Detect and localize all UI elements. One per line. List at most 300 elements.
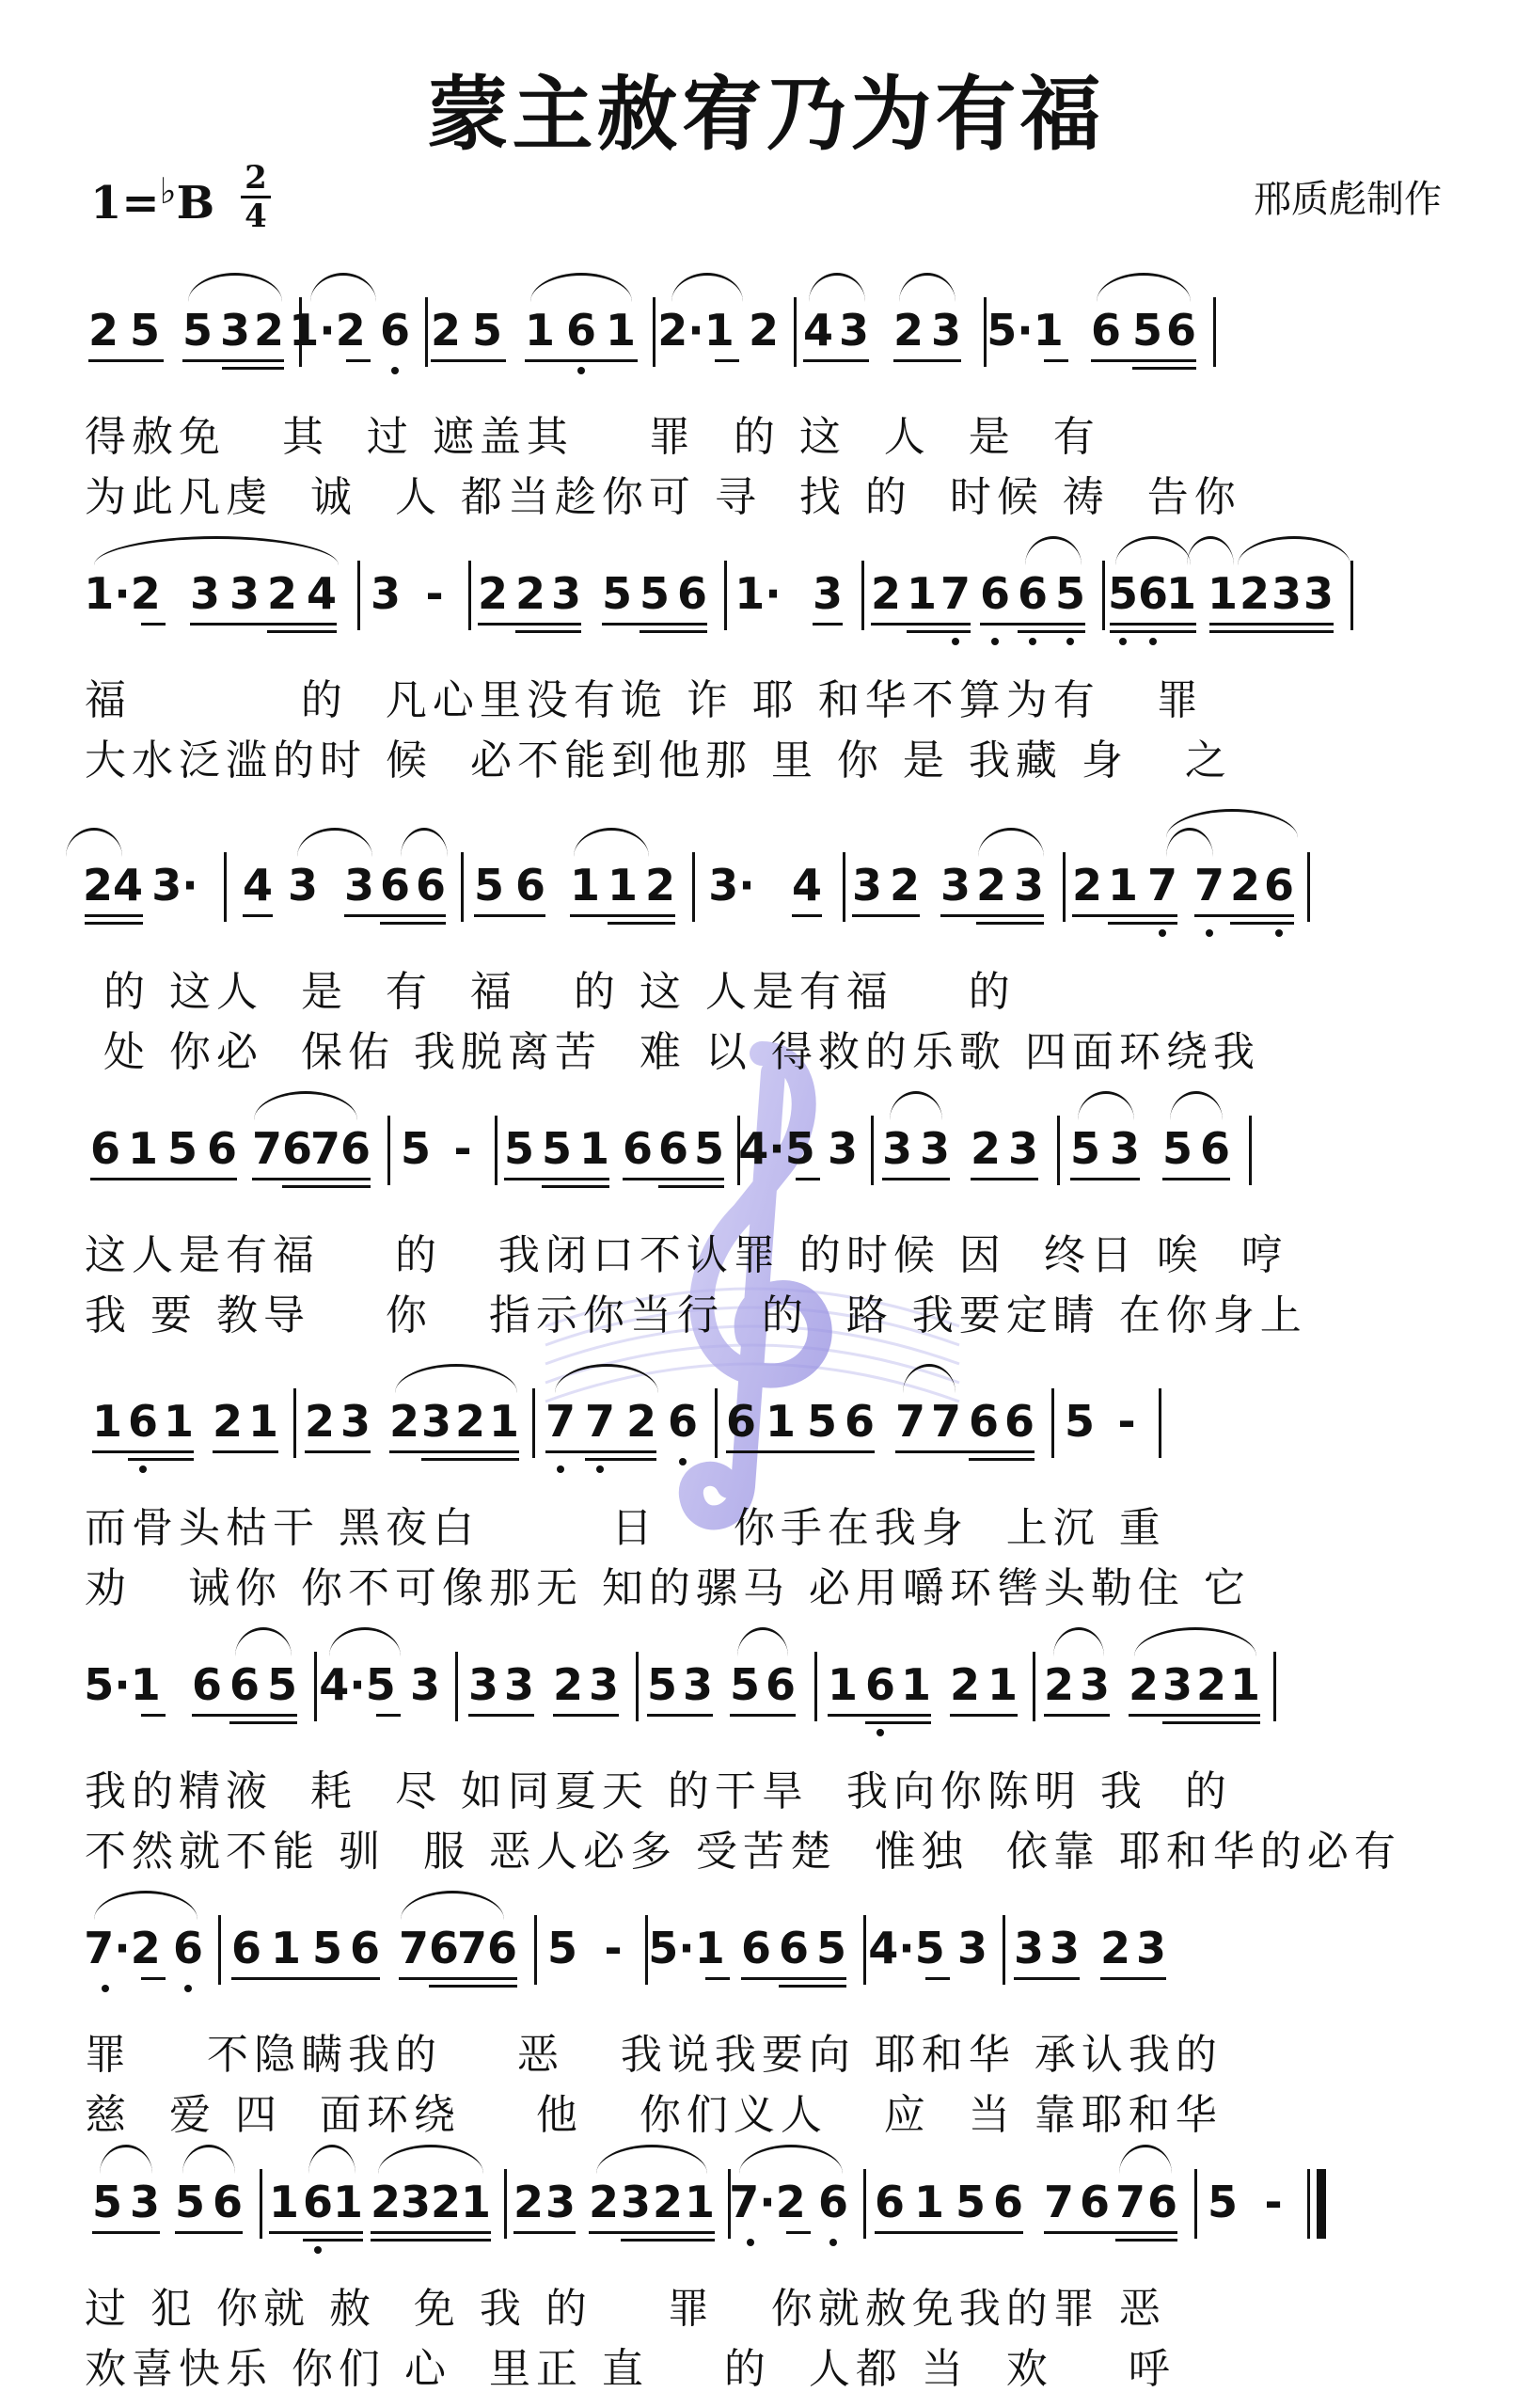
low-dot xyxy=(1206,929,1213,937)
note: 3 xyxy=(1013,1923,1045,1973)
low-dot xyxy=(829,2239,837,2246)
note: 2 xyxy=(644,860,676,911)
slur xyxy=(1170,1091,1223,1120)
barline xyxy=(1057,1116,1060,1185)
slur xyxy=(737,1627,788,1656)
underline xyxy=(658,1185,724,1188)
underline xyxy=(303,2239,363,2242)
note: 7 xyxy=(309,1123,341,1174)
barline xyxy=(224,852,227,922)
low-dot xyxy=(577,367,585,374)
underline xyxy=(545,1450,656,1453)
note: 5 xyxy=(1069,1123,1101,1174)
barline xyxy=(455,1652,458,1721)
note: 2 xyxy=(870,568,902,619)
barline xyxy=(1307,852,1310,922)
note: 6 xyxy=(514,860,546,911)
note: 1 xyxy=(906,568,938,619)
slur xyxy=(1238,536,1350,565)
barline xyxy=(534,1915,537,1985)
underline xyxy=(882,1178,950,1180)
barline xyxy=(794,297,797,367)
underline xyxy=(871,623,971,626)
barline xyxy=(715,1388,718,1458)
underline xyxy=(647,1714,713,1717)
low-dot xyxy=(557,1465,564,1473)
underline xyxy=(421,1458,519,1461)
barline xyxy=(1051,1388,1054,1458)
note: 2 xyxy=(975,860,1007,911)
underline xyxy=(243,914,273,917)
underline xyxy=(85,922,143,925)
note: 5·1 xyxy=(648,1923,725,1973)
note: 7 xyxy=(940,568,971,619)
barline xyxy=(532,1388,535,1458)
underline xyxy=(1044,359,1068,362)
slur xyxy=(1078,1091,1134,1120)
underline xyxy=(976,922,1044,925)
underline xyxy=(730,1714,796,1717)
barline xyxy=(495,1116,498,1185)
note: 1 xyxy=(605,305,637,356)
underline xyxy=(893,359,961,362)
note: 3 xyxy=(343,860,375,911)
underline xyxy=(429,1985,517,1988)
underline xyxy=(190,623,337,626)
lyric-verse-2: 为此凡虔 诚 人 都当趁你可 寻 找 的 时候 祷 告你 xyxy=(85,473,1241,521)
time-signature xyxy=(237,159,275,235)
underline xyxy=(971,1178,1038,1180)
note: 1·2 xyxy=(84,568,161,619)
staff-notes-5 xyxy=(85,1383,1458,1467)
flat-sign: ♭ xyxy=(159,169,177,212)
underline xyxy=(1070,1178,1140,1180)
underline xyxy=(1014,1977,1080,1980)
note: 6 xyxy=(89,1123,121,1174)
underline xyxy=(525,359,638,362)
slur xyxy=(739,2145,843,2174)
low-dot xyxy=(184,1985,192,1992)
slur xyxy=(254,1091,357,1120)
slur xyxy=(94,536,339,565)
note: 2 xyxy=(370,2177,402,2227)
note: 3 xyxy=(956,1923,988,1973)
underline xyxy=(141,1977,166,1980)
slur xyxy=(310,273,376,302)
underline xyxy=(940,914,1044,917)
note: 3 xyxy=(1007,1123,1039,1174)
note: 5 xyxy=(174,2177,206,2227)
barline xyxy=(692,852,695,922)
low-dot xyxy=(747,2239,754,2246)
note: 5·1 xyxy=(84,1659,161,1710)
slur xyxy=(401,828,448,857)
staff-notes-2 xyxy=(85,555,1458,640)
note: 7 xyxy=(456,1923,488,1973)
barline xyxy=(1033,1652,1035,1721)
note: - xyxy=(453,1123,472,1174)
barline xyxy=(1213,297,1216,367)
underline xyxy=(813,623,843,626)
note: 3 xyxy=(420,1396,452,1447)
slur xyxy=(1025,536,1082,565)
lyric-verse-2: 慈 爱 四 面环绕 他 你们义人 应 当 靠耶和华 xyxy=(85,2091,1223,2139)
barline xyxy=(1307,2169,1310,2239)
song-title: 蒙主赦宥乃为有福 xyxy=(427,68,1105,162)
note: 7 xyxy=(930,1396,962,1447)
note: 3 xyxy=(812,568,844,619)
note: 5 xyxy=(541,1123,573,1174)
note: 5 xyxy=(639,568,671,619)
barline xyxy=(861,561,864,630)
underline xyxy=(175,2231,243,2234)
barline xyxy=(387,1116,390,1185)
note: 1 xyxy=(827,1659,859,1710)
slur xyxy=(297,828,372,857)
note: 2·1 xyxy=(657,305,734,356)
note: 7 xyxy=(584,1396,616,1447)
underline xyxy=(1230,922,1294,925)
underline xyxy=(621,2239,715,2242)
note: 4 xyxy=(802,305,834,356)
staff-notes-8 xyxy=(85,2163,1458,2248)
note: 3 xyxy=(1303,568,1335,619)
barline xyxy=(843,852,845,922)
staff-notes-6 xyxy=(85,1646,1458,1731)
staff-notes-3 xyxy=(82,847,1458,931)
underline xyxy=(231,1977,380,1980)
note: 6 xyxy=(844,1396,876,1447)
underline xyxy=(1072,914,1177,917)
note: 3 xyxy=(229,568,261,619)
staff-notes-1 xyxy=(85,292,1458,376)
note: 6 xyxy=(1199,1123,1231,1174)
slur xyxy=(978,828,1044,857)
note: 1 xyxy=(1107,860,1139,911)
underline xyxy=(1209,630,1334,633)
low-dot xyxy=(1066,638,1074,645)
underline xyxy=(1044,1714,1110,1717)
system-1 xyxy=(85,292,1458,527)
note: 2 xyxy=(477,568,509,619)
underline xyxy=(1194,914,1294,917)
note: 5 xyxy=(1107,568,1139,619)
low-dot xyxy=(102,1985,109,1992)
note: 6 xyxy=(212,2177,244,2227)
underline xyxy=(376,1714,401,1717)
underline xyxy=(269,2231,363,2234)
underline xyxy=(950,1714,1018,1717)
note: 2 xyxy=(1099,1923,1131,1973)
note: 1 xyxy=(247,1396,279,1447)
note: - xyxy=(604,1923,623,1973)
note: 7 xyxy=(545,1396,576,1447)
note: 5·1 xyxy=(987,305,1064,356)
note: 3 xyxy=(545,2177,576,2227)
barline xyxy=(636,1652,639,1721)
note: 6 xyxy=(565,305,597,356)
low-dot xyxy=(952,638,959,645)
underline xyxy=(346,359,371,362)
barline xyxy=(260,2169,262,2239)
slur xyxy=(671,273,743,302)
note: 2 xyxy=(1071,860,1103,911)
underline xyxy=(474,914,545,917)
low-dot xyxy=(1149,638,1157,645)
underline xyxy=(1018,630,1085,633)
underline xyxy=(640,630,707,633)
system-4 xyxy=(85,1110,1458,1345)
note: 3 xyxy=(919,1123,951,1174)
system-8 xyxy=(85,2163,1458,2399)
note: 2 xyxy=(454,1396,486,1447)
lyric-verse-2: 处 你必 保佑 我脱离苦 难 以 得救的乐歌 四面环绕我 xyxy=(85,1028,1260,1076)
slur xyxy=(308,2145,355,2174)
slur xyxy=(94,1891,197,1920)
note: 6 xyxy=(817,2177,849,2227)
note: 6 xyxy=(486,1923,518,1973)
note: 2 xyxy=(970,1123,1002,1174)
note: 2 xyxy=(513,2177,545,2227)
note: 2 xyxy=(1128,1659,1160,1710)
note: 1 xyxy=(607,860,639,911)
note: 3 xyxy=(930,305,962,356)
barline xyxy=(293,1388,296,1458)
note: 7 xyxy=(398,1923,430,1973)
note: 3 xyxy=(1109,1123,1141,1174)
system-6 xyxy=(85,1646,1458,1881)
note: 3 xyxy=(588,1659,620,1710)
note: 2 xyxy=(1043,1659,1075,1710)
underline xyxy=(513,2231,576,2234)
note: 6 xyxy=(1017,568,1049,619)
note: 6 xyxy=(968,1396,1000,1447)
slur xyxy=(1115,536,1191,565)
note: 2 xyxy=(949,1659,981,1710)
note: 7·2 xyxy=(84,1923,161,1973)
note: 7·2 xyxy=(729,2177,806,2227)
note: 5 xyxy=(1054,568,1086,619)
underline xyxy=(803,359,869,362)
note: 5 xyxy=(806,1396,838,1447)
note: 5 xyxy=(311,1923,343,1973)
barline xyxy=(863,1915,866,1985)
final-barline xyxy=(1317,2169,1326,2239)
barline xyxy=(357,561,360,630)
note: 7 xyxy=(1193,860,1225,911)
underline xyxy=(570,914,675,917)
note: 3 xyxy=(851,860,883,911)
note: 1 xyxy=(163,1396,195,1447)
note: 7 xyxy=(1146,860,1178,911)
underline xyxy=(305,1450,371,1453)
barline xyxy=(863,2169,866,2239)
slur xyxy=(188,273,282,302)
note: 4 xyxy=(112,860,144,911)
note: 5 xyxy=(166,1123,198,1174)
note: 7 xyxy=(1043,2177,1075,2227)
note: 1 xyxy=(900,1659,932,1710)
note: 5 xyxy=(91,2177,123,2227)
note: 2 xyxy=(588,2177,620,2227)
note: 5 xyxy=(1064,1396,1096,1447)
note: 5 xyxy=(729,1659,761,1710)
slur xyxy=(378,2145,483,2174)
low-dot xyxy=(1029,638,1036,645)
underline xyxy=(1129,1714,1260,1717)
key-tonic: B xyxy=(176,177,215,230)
underline xyxy=(90,1178,237,1180)
barline xyxy=(1350,561,1353,630)
note: 6 xyxy=(1079,2177,1111,2227)
underline xyxy=(515,630,581,633)
underline xyxy=(1110,623,1196,626)
slur xyxy=(1134,1627,1256,1656)
note: 6 xyxy=(676,568,708,619)
underline xyxy=(553,1714,619,1717)
note: 2 xyxy=(304,1396,336,1447)
slur xyxy=(395,1364,517,1393)
barline xyxy=(1159,1388,1161,1458)
note: 3 xyxy=(682,1659,714,1710)
underline xyxy=(852,914,920,917)
note: 3 xyxy=(550,568,582,619)
slur xyxy=(574,828,649,857)
note: 4 xyxy=(242,860,274,911)
low-dot xyxy=(1119,638,1127,645)
note: 3 xyxy=(838,305,870,356)
note: 6 xyxy=(415,860,447,911)
system-3 xyxy=(82,847,1458,1082)
slur xyxy=(596,2145,707,2174)
note: 3 xyxy=(881,1123,913,1174)
underline xyxy=(608,922,675,925)
lyric-verse-2: 大水泛滥的时 候 必不能到他那 里 你 是 我藏 身 之 xyxy=(85,737,1232,784)
underline xyxy=(1044,2231,1177,2234)
note: 5 xyxy=(601,568,633,619)
underline xyxy=(980,623,1085,626)
underline xyxy=(741,1977,846,1980)
slur xyxy=(1119,2145,1172,2174)
note: 3 xyxy=(1049,1923,1081,1973)
barline xyxy=(218,1915,221,1985)
note: 5 xyxy=(1207,2177,1239,2227)
barline xyxy=(1194,2169,1197,2239)
note: 2 xyxy=(212,1396,244,1447)
note: 4·5 xyxy=(319,1659,396,1710)
note: 1 xyxy=(91,1396,123,1447)
underline xyxy=(585,1458,656,1461)
note: 2 xyxy=(253,305,285,356)
note: 6 xyxy=(778,1923,810,1973)
note: 1 xyxy=(913,2177,945,2227)
system-7 xyxy=(85,1909,1458,2145)
underline xyxy=(542,1185,609,1188)
note: 5 xyxy=(129,305,161,356)
note: 6 xyxy=(172,1923,204,1973)
barline xyxy=(314,1652,317,1721)
underline xyxy=(1108,922,1177,925)
underline xyxy=(875,2231,1023,2234)
note: 6 xyxy=(740,1923,772,1973)
underline xyxy=(213,1450,278,1453)
note: 5 xyxy=(646,1659,678,1710)
underline xyxy=(344,914,446,917)
underline xyxy=(1091,359,1196,362)
note: 3 xyxy=(189,568,221,619)
lyric-verse-1: 罪 不隐瞒我的 恶 我说我要向 耶和华 承认我的 xyxy=(85,2031,1223,2079)
underline xyxy=(792,914,822,917)
note: 1 xyxy=(765,1396,797,1447)
note: 3 xyxy=(827,1123,859,1174)
note: 4·5 xyxy=(868,1923,945,1973)
lyric-verse-1: 的 这人 是 有 福 的 这 人是有福 的 xyxy=(85,968,1016,1016)
note: 1 xyxy=(569,860,601,911)
underline xyxy=(504,1178,609,1180)
note: 5 xyxy=(400,1123,432,1174)
barline xyxy=(1063,852,1066,922)
note: 6 xyxy=(725,1396,757,1447)
underline xyxy=(865,1721,931,1724)
underline xyxy=(1162,1178,1230,1180)
note: 7 xyxy=(894,1396,926,1447)
note: 2 xyxy=(889,860,921,911)
note: 6 xyxy=(302,2177,334,2227)
underline xyxy=(128,1458,194,1461)
lyric-verse-1: 福 的 凡心里没有诡 诈 耶 和华不算为有 罪 xyxy=(85,676,1204,724)
note: 6 xyxy=(191,1659,223,1710)
note: 6 xyxy=(379,305,411,356)
note: 6 xyxy=(979,568,1011,619)
note: 6 xyxy=(992,2177,1024,2227)
note: 3 xyxy=(219,305,251,356)
key-signature xyxy=(90,169,214,230)
note: - xyxy=(425,568,444,619)
note: 2 xyxy=(892,305,924,356)
note: 1 xyxy=(1165,568,1197,619)
underline xyxy=(229,1721,297,1724)
note: 1 xyxy=(460,2177,492,2227)
note: 3 xyxy=(370,568,402,619)
note: 4 xyxy=(306,568,338,619)
underline xyxy=(282,1185,371,1188)
underline xyxy=(1115,2239,1177,2242)
note: 6 xyxy=(1263,860,1295,911)
low-dot xyxy=(314,2246,322,2254)
underline xyxy=(1110,630,1196,633)
barline xyxy=(504,2169,507,2239)
key-prefix: 1= xyxy=(90,177,160,230)
note: 5 xyxy=(955,2177,987,2227)
note: 1 xyxy=(684,2177,716,2227)
slur xyxy=(1053,1627,1104,1656)
underline xyxy=(715,359,739,362)
underline xyxy=(192,1714,297,1717)
note: 4 xyxy=(791,860,823,911)
note: 5 xyxy=(1161,1123,1193,1174)
low-dot xyxy=(679,1458,687,1465)
note: 2 xyxy=(87,305,119,356)
note: 6 xyxy=(428,1923,460,1973)
slur xyxy=(899,273,956,302)
underline xyxy=(371,2231,491,2234)
slur xyxy=(1187,536,1234,565)
note: - xyxy=(1264,2177,1283,2227)
note: 6 xyxy=(281,1123,313,1174)
note: 6 xyxy=(1137,568,1169,619)
barline xyxy=(871,1116,874,1185)
low-dot xyxy=(391,367,399,374)
